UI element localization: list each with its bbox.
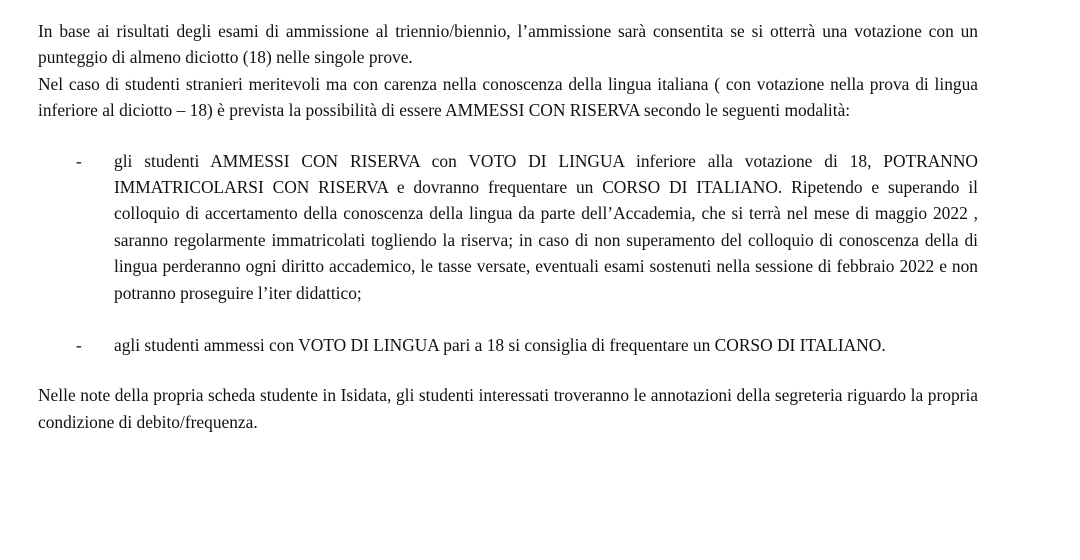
foreign-students-paragraph: Nel caso di studenti stranieri meritevoli ma con carenza nella conoscenza della lingua italiana ( con votazione nella prova di lingua inferiore al diciotto – 18) è prevista la possibilità di essere AMMESSI CON RISERVA secondo le seguenti modalità:: [38, 73, 978, 121]
notes-paragraph: Nelle note della propria scheda studente in Isidata, gli studenti interessati troveranno le annotazioni della segreteria riguardo la propria condizione di debito/frequenza.: [38, 385, 978, 432]
list-item-text: gli studenti AMMESSI CON RISERVA con VOTO DI LINGUA inferiore alla votazione di 18, POTRANNO IMMATRICOLARSI CON RISERVA e dovranno frequentare un CORSO DI ITALIANO. Ripetendo e superando il colloquio di accertamento della conoscenza della lingua da parte dell’Accademia, che si terrà nel mese di maggio 2022 , saranno regolarmente immatricolati togliendo la riserva; in caso di non superamento del colloquio di conoscenza della di lingua perderanno ogni diritto accademico, le tasse versate, eventuali esami sostenuti nella sessione di febbraio 2022 e non potranno proseguire l’iter didattico;: [114, 150, 978, 303]
list-item: [38, 332, 978, 358]
conditions-list: [38, 148, 978, 359]
intro-paragraph: In base ai risultati degli esami di ammissione al triennio/biennio, l’ammissione sarà consentita se si otterrà una votazione con un punteggio di almeno diciotto (18) nelle singole prove.: [38, 21, 978, 68]
list-dash: -: [76, 335, 82, 356]
document-page: [38, 18, 978, 435]
list-item: [38, 148, 978, 306]
list-item-text: agli studenti ammessi con VOTO DI LINGUA pari a 18 si consiglia di frequentare un CORSO DI ITALIANO.: [114, 335, 886, 356]
list-dash: -: [76, 150, 82, 171]
